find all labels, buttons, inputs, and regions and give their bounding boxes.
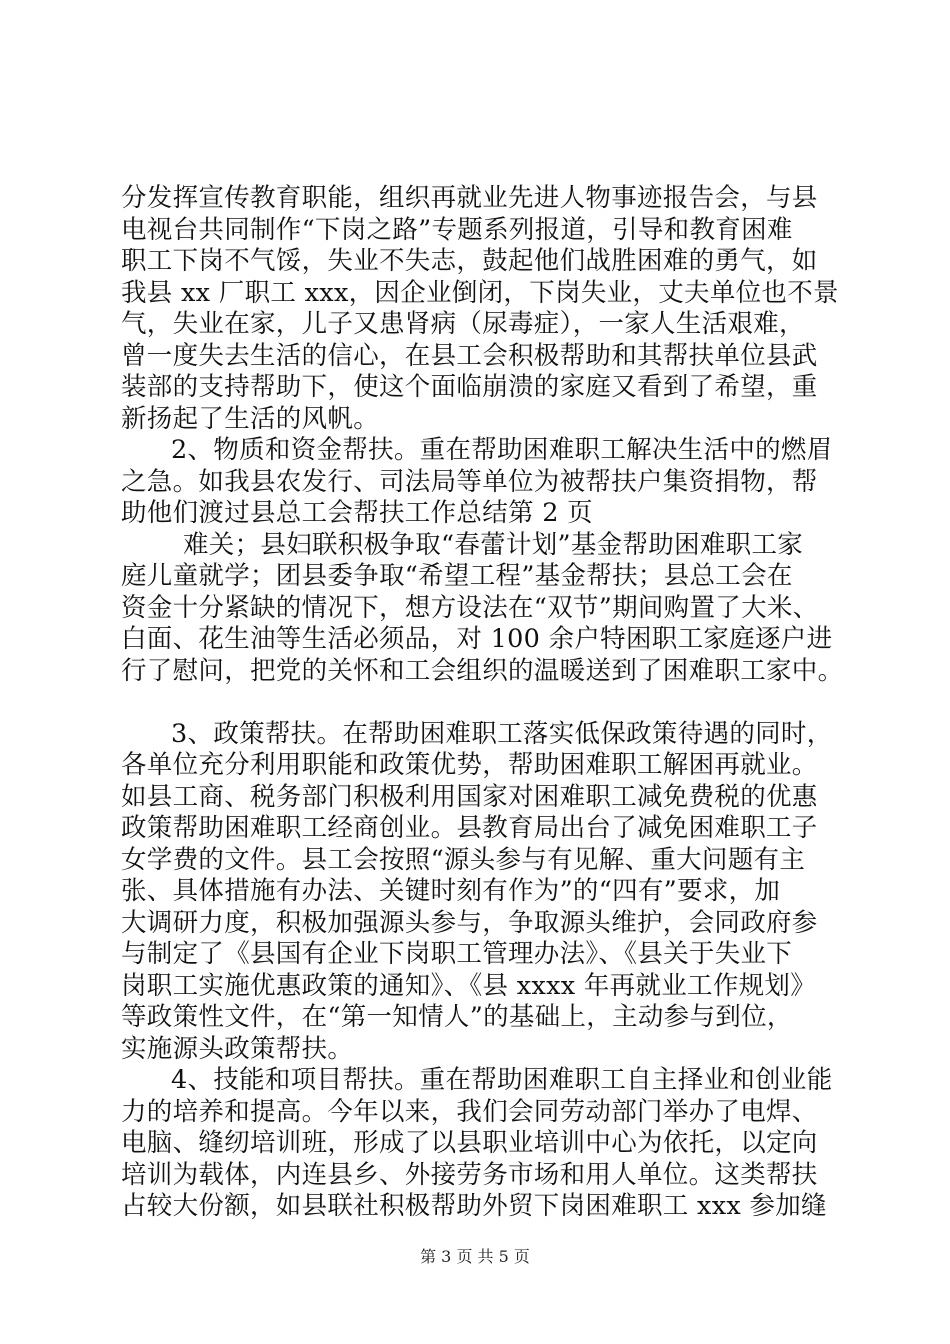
body-text-line: 之急。如我县农发行、司法局等单位为被帮扶户集资捐物，帮 (121, 467, 818, 497)
body-text-line: 资金十分紧缺的情况下，想方设法在“双节”期间购置了大米、 (121, 593, 819, 623)
body-text-line: 难关；县妇联积极争取“春蕾计划”基金帮助困难职工家 (183, 530, 804, 560)
body-text-line: 实施源头政策帮扶。 (121, 1034, 354, 1064)
body-text-line: 气，失业在家，儿子又患肾病（尿毒症），一家人生活艰难， (121, 309, 805, 339)
body-text-line: 庭儿童就学；团县委争取“希望工程”基金帮扶；县总工会在 (121, 561, 793, 591)
body-text-line: 白面、花生油等生活必须品，对 100 余户特困职工家庭逐户进 (121, 624, 833, 654)
body-text-line: 占较大份额，如县联社积极帮助外贸下岗困难职工 xxx 参加缝 (121, 1191, 827, 1221)
body-text-line: 岗职工实施优惠政策的通知》、《县 xxxx 年再就业工作规划》 (121, 971, 817, 1001)
body-text-line: 职工下岗不气馁，失业不失志，鼓起他们战胜困难的勇气，如 (121, 246, 818, 276)
body-text-line: 如县工商、税务部门积极利用国家对困难职工减免费税的优惠 (121, 782, 818, 812)
body-text-line: 装部的支持帮助下，使这个面临崩溃的家庭又看到了希望，重 (121, 372, 818, 402)
body-text-line: 大调研力度，积极加强源头参与，争取源头维护，会同政府参 (121, 908, 818, 938)
body-text-line: 分发挥宣传教育职能，组织再就业先进人物事迹报告会，与县 (121, 183, 818, 213)
body-text-line: 政策帮助困难职工经商创业。县教育局出台了减免困难职工子 (121, 813, 818, 843)
body-text-line: 各单位充分利用职能和政策优势，帮助困难职工解困再就业。 (121, 750, 818, 780)
body-text-line: 2、物质和资金帮扶。重在帮助困难职工解决生活中的燃眉 (171, 435, 833, 465)
body-text-line: 助他们渡过县总工会帮扶工作总结第 2 页 (121, 498, 593, 528)
body-text-line: 女学费的文件。县工会按照“源头参与有见解、重大问题有主 (121, 845, 806, 875)
body-text-line: 3、政策帮扶。在帮助困难职工落实低保政策待遇的同时， (171, 719, 833, 749)
body-text-line: 等政策性文件，在“第一知情人”的基础上，主动参与到位， (121, 1002, 793, 1032)
body-text-line: 行了慰问，把党的关怀和工会组织的温暖送到了困难职工家中。 (121, 656, 844, 686)
body-text-line: 与制定了《县国有企业下岗职工管理办法》、《县关于失业下 (121, 939, 793, 969)
body-text-line: 4、技能和项目帮扶。重在帮助困难职工自主择业和创业能 (171, 1065, 833, 1095)
body-text-line: 培训为载体，内连县乡、外接劳务市场和用人单位。这类帮扶 (121, 1160, 818, 1190)
page-number-footer: 第 3 页 共 5 页 (420, 1247, 530, 1266)
body-text-line: 曾一度失去生活的信心，在县工会积极帮助和其帮扶单位县武 (121, 341, 818, 371)
body-text-line: 新扬起了生活的风帆。 (121, 404, 380, 434)
body-text-line: 电视台共同制作“下岗之路”专题系列报道，引导和教育困难 (121, 215, 793, 245)
body-text-line: 力的培养和提高。今年以来，我们会同劳动部门举办了电焊、 (121, 1097, 818, 1127)
body-text-line: 我县 xx 厂职工 xxx，因企业倒闭，下岗失业，丈夫单位也不景 (121, 278, 839, 308)
body-text-line: 张、具体措施有办法、关键时刻有作为”的“四有”要求，加 (121, 876, 781, 906)
body-text-line: 电脑、缝纫培训班，形成了以县职业培训中心为依托，以定向 (121, 1128, 818, 1158)
